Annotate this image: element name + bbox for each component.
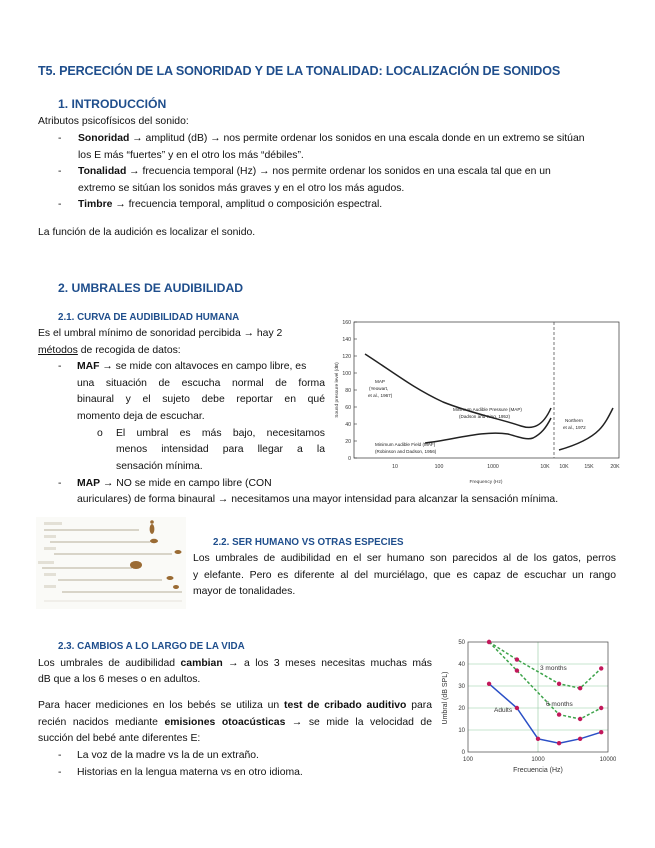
infant-threshold-chart bbox=[438, 636, 616, 776]
list-item: - Tonalidad → frecuencia temporal (Hz) → nos permite ordenar los sonidos en una escala tal que en un extremo se sitúan los sonidos más graves y en el otro los más agudos. bbox=[58, 166, 551, 194]
data-point bbox=[487, 640, 491, 644]
list-item: - Timbre → frecuencia temporal, amplitud o composición espectral. bbox=[58, 199, 383, 210]
minimum-audible-field-cite: (Robinson and Dadson, 1956) bbox=[375, 449, 437, 454]
y-tick-label: 0 bbox=[461, 750, 465, 756]
minimum-audible-pressure-cite: (Dadson and King, 1952) bbox=[459, 414, 511, 419]
y-tick-label: 30 bbox=[458, 684, 465, 690]
data-point bbox=[578, 686, 582, 690]
data-point bbox=[578, 737, 582, 741]
series-label-3-months: 3 months bbox=[540, 665, 567, 672]
sub3-p2-line2: recién nacidos mediante emisiones otoacústicas → se mide la velocidad de bbox=[38, 717, 432, 728]
x-tick-label: 10 bbox=[392, 464, 398, 470]
data-point bbox=[599, 730, 603, 734]
x-tick-label: 15K bbox=[584, 464, 594, 470]
y-tick-label: 160 bbox=[342, 320, 351, 326]
x-axis-label: Frequency (Hz) bbox=[469, 480, 503, 485]
intro-text: Atributos psicofísicos del sonido: bbox=[38, 116, 189, 127]
series-label-6-months: 6 months bbox=[546, 701, 573, 708]
y-tick-label: 0 bbox=[348, 456, 351, 462]
data-point bbox=[599, 706, 603, 710]
sub1-line1: Es el umbral mínimo de sonoridad percibida → hay 2 bbox=[38, 328, 283, 339]
x-tick-label: 10000 bbox=[599, 757, 616, 763]
y-axis-label: Umbral (dB SPL) bbox=[442, 671, 449, 725]
data-point bbox=[578, 717, 582, 721]
series-label-adults: Adults bbox=[494, 707, 513, 714]
y-axis-label: Sound pressure level (dB) bbox=[335, 362, 340, 418]
list-item: La voz de la madre vs la de un extraño. bbox=[77, 750, 259, 761]
species-comparison-image bbox=[36, 517, 186, 609]
term-timbre: Timbre bbox=[78, 199, 113, 210]
y-tick-label: 40 bbox=[458, 662, 465, 668]
audibility-curve-chart bbox=[333, 316, 623, 488]
map-label: MAP bbox=[375, 379, 385, 384]
x-tick-label: 10K bbox=[540, 464, 550, 470]
x-tick-label: 100 bbox=[434, 464, 444, 470]
data-point bbox=[515, 706, 519, 710]
x-axis-label: Frecuencia (Hz) bbox=[513, 767, 563, 774]
sub3-p2-line1: Para hacer mediciones en los bebés se utiliza un test de cribado auditivo para bbox=[38, 700, 432, 711]
y-tick-label: 40 bbox=[345, 422, 351, 428]
section-2-heading: 2. UMBRALES DE AUDIBILIDAD bbox=[58, 281, 244, 295]
data-point bbox=[515, 668, 519, 672]
list-item: - Sonoridad → amplitud (dB) → nos permite ordenar los sonidos en una escala donde en un extremo se sitúan los E más “fuertes” y en el otro los más “débiles”. bbox=[58, 133, 585, 161]
data-point bbox=[557, 741, 561, 745]
map-label-cite: (Yeowart, bbox=[369, 386, 389, 391]
term-sonoridad: Sonoridad bbox=[78, 133, 130, 144]
data-point bbox=[557, 712, 561, 716]
closing-text: La función de la audición es localizar el sonido. bbox=[38, 227, 256, 238]
northern-cite: et al., 1972 bbox=[563, 425, 586, 430]
northern-label: Northern bbox=[565, 418, 583, 423]
data-point bbox=[536, 737, 540, 741]
data-point bbox=[515, 657, 519, 661]
x-tick-label: 1000 bbox=[531, 757, 545, 763]
term-tonalidad: Tonalidad bbox=[78, 166, 127, 177]
y-tick-label: 80 bbox=[345, 388, 351, 394]
data-point bbox=[557, 682, 561, 686]
data-point bbox=[599, 666, 603, 670]
minimum-audible-pressure-label: Minimum Audible Pressure (MAP) bbox=[453, 407, 522, 412]
sub1-line2: métodos de recogida de datos: bbox=[38, 345, 181, 356]
x-tick-label: 10K bbox=[559, 464, 569, 470]
data-point bbox=[487, 682, 491, 686]
y-tick-label: 140 bbox=[342, 337, 351, 343]
map-label-cite: et al., 1967) bbox=[368, 393, 393, 398]
section-1-heading: 1. INTRODUCCIÓN bbox=[58, 97, 167, 111]
x-tick-label: 100 bbox=[462, 757, 474, 763]
map-bullet: MAP → NO se mide en campo libre (CON bbox=[77, 478, 272, 489]
y-tick-label: 50 bbox=[458, 640, 465, 646]
y-tick-label: 10 bbox=[458, 728, 465, 734]
subsection-2-3-heading: 2.3. CAMBIOS A LO LARGO DE LA VIDA bbox=[58, 641, 245, 652]
subsection-2-2-heading: 2.2. SER HUMANO VS OTRAS ESPECIES bbox=[213, 537, 404, 548]
y-tick-label: 20 bbox=[345, 439, 351, 445]
x-tick-label: 1000 bbox=[487, 464, 499, 470]
y-tick-label: 60 bbox=[345, 405, 351, 411]
y-tick-label: 120 bbox=[342, 354, 351, 360]
y-tick-label: 20 bbox=[458, 706, 465, 712]
plot-frame bbox=[354, 322, 619, 458]
y-tick-label: 100 bbox=[342, 371, 351, 377]
subsection-2-1-heading: 2.1. CURVA DE AUDIBILIDAD HUMANA bbox=[58, 312, 240, 323]
list-item: Historias en la lengua materna vs en otro idioma. bbox=[77, 767, 303, 778]
maf-bullet: MAF → se mide con altavoces en campo libre, es bbox=[77, 361, 307, 372]
sub3-p1-line1: Los umbrales de audibilidad cambian → a los 3 meses necesitas muchas más bbox=[38, 658, 433, 669]
attribute-list bbox=[38, 131, 618, 214]
page-title: T5. PERCECIÓN DE LA SONORIDAD Y DE LA TONALIDAD: LOCALIZACIÓN DE SONIDOS bbox=[38, 64, 561, 78]
x-tick-label: 20K bbox=[610, 464, 620, 470]
minimum-audible-field-label: Minimum Audible Field (MAF) bbox=[375, 442, 436, 447]
sub-bullet-marker: o bbox=[97, 428, 103, 439]
